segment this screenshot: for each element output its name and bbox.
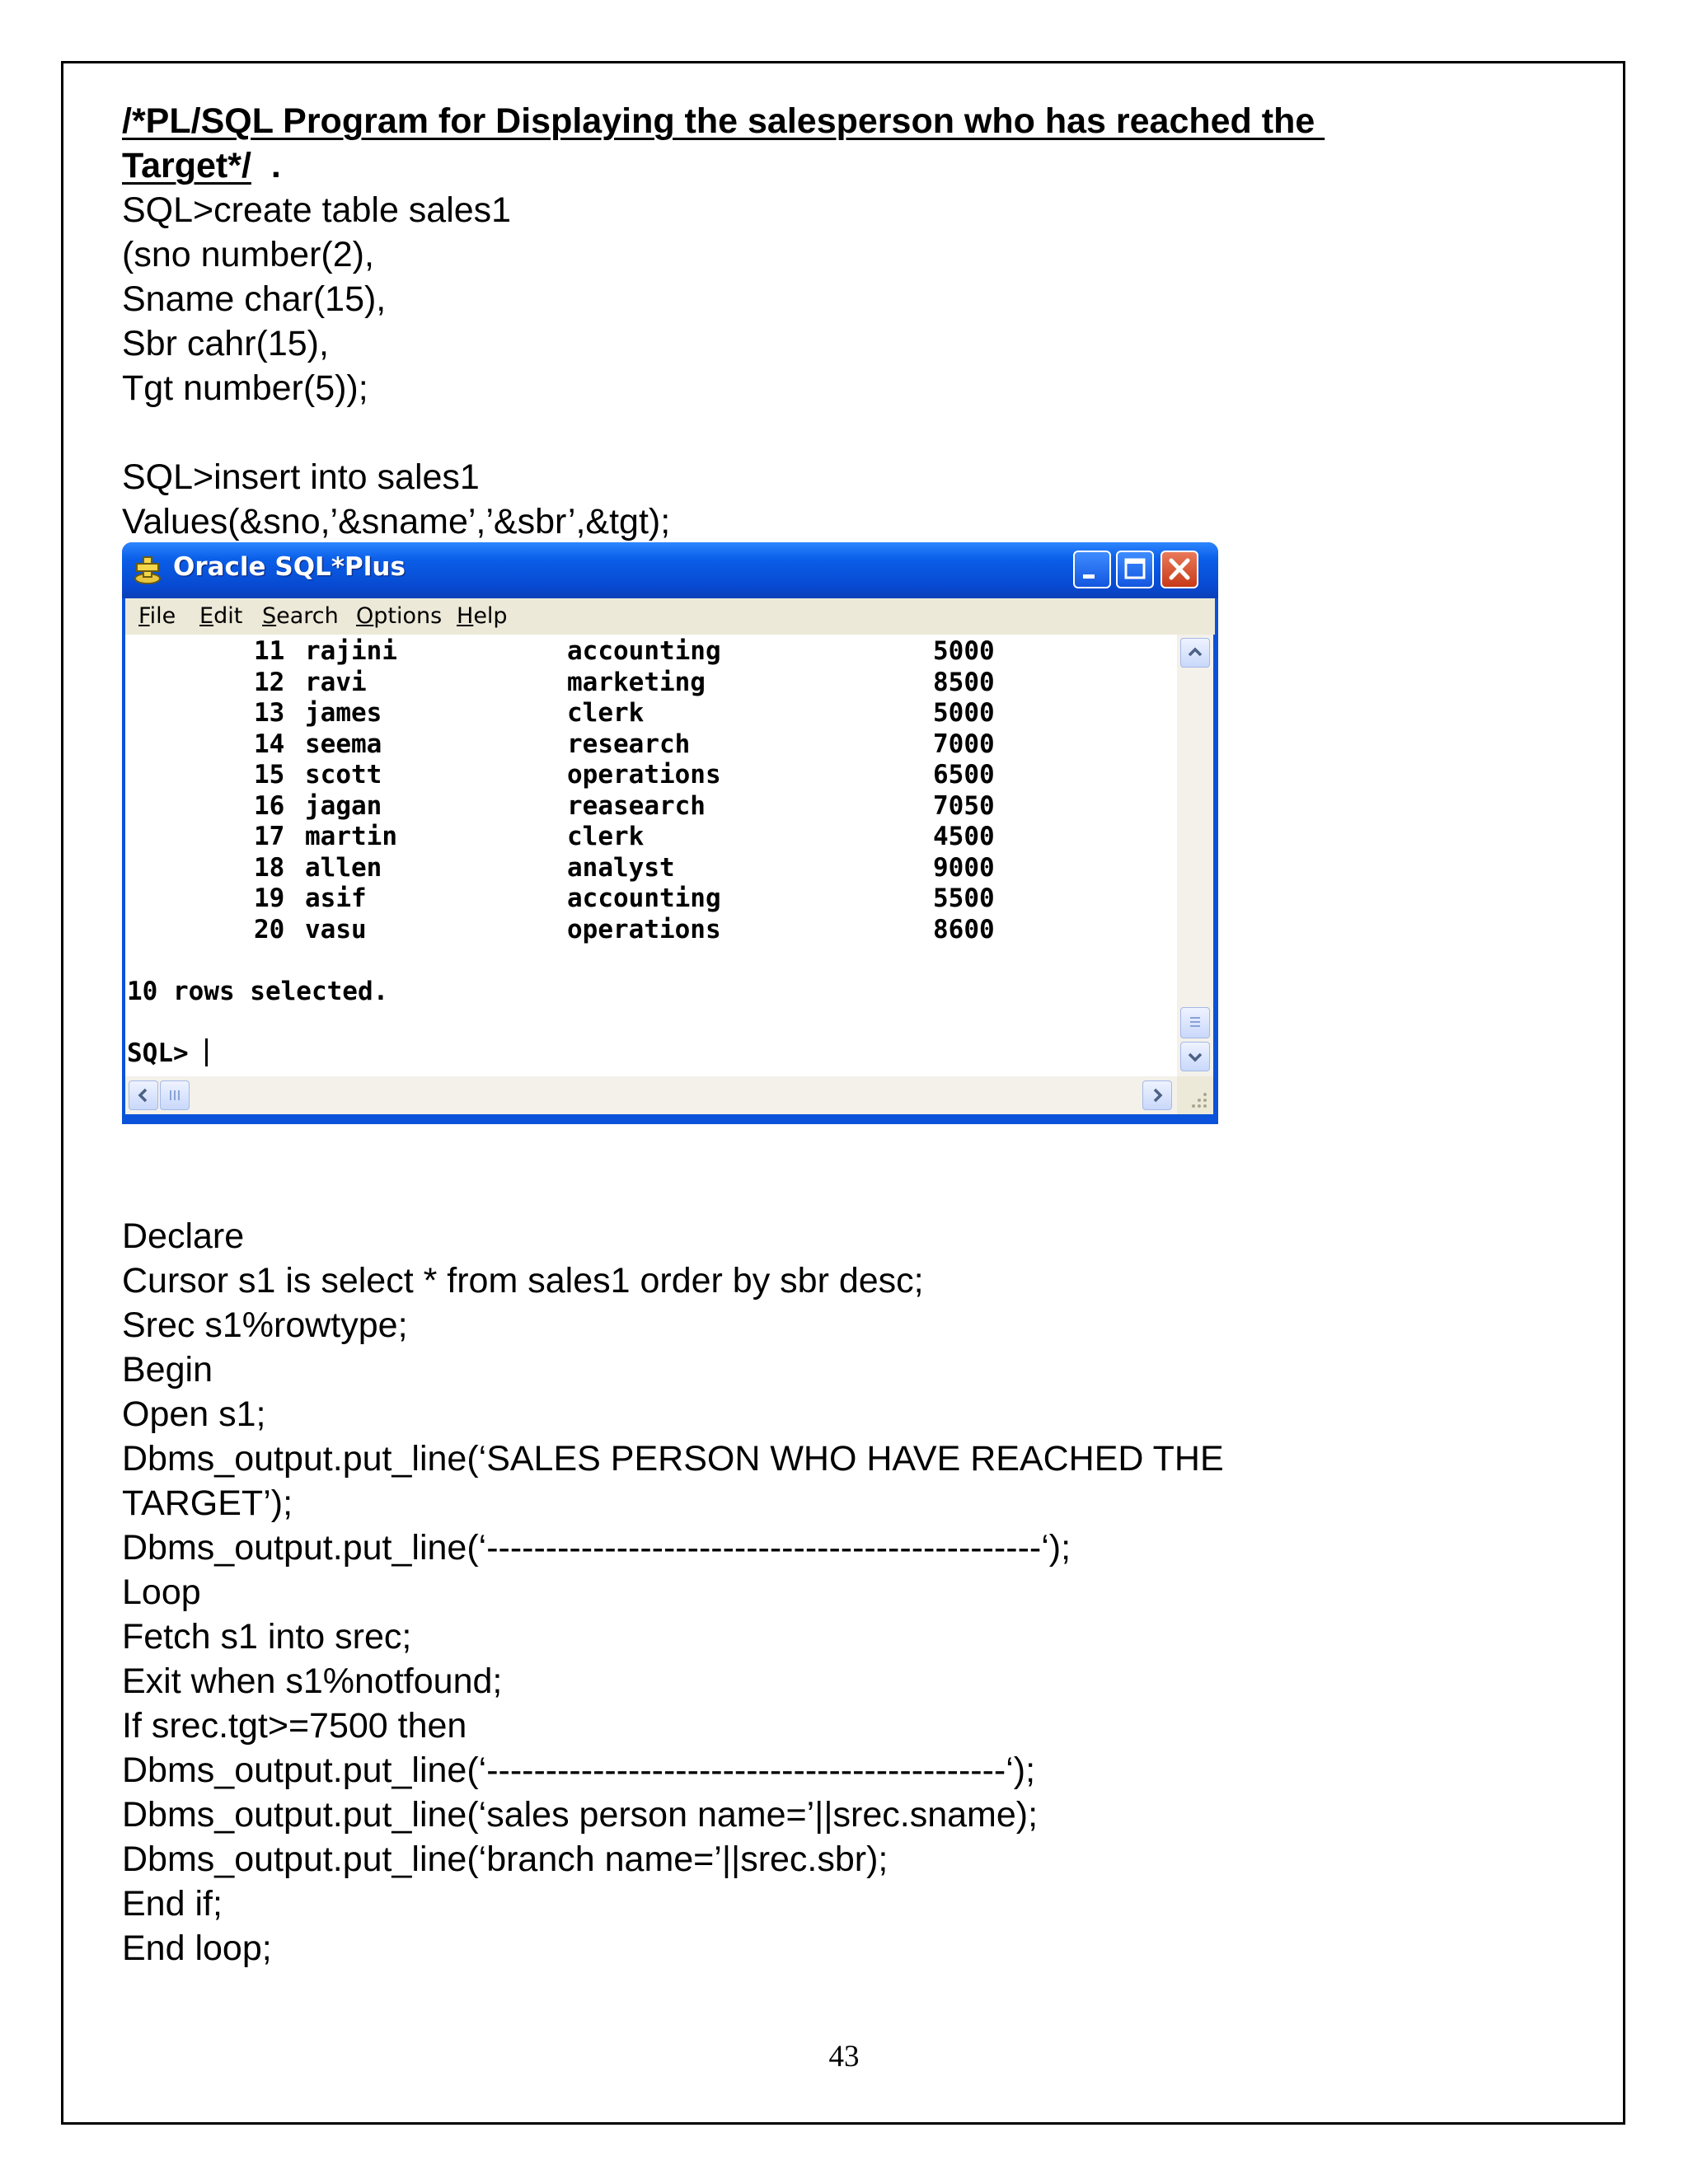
program-title-line-1: /*PL/SQL Program for Displaying the salesperson who has reached the — [122, 101, 1325, 141]
code-line: TARGET’); — [122, 1483, 293, 1523]
code-line: Sname char(15), — [122, 279, 387, 319]
grip-icon — [161, 1081, 189, 1109]
menu-bar — [125, 598, 1215, 635]
code-line: Exit when s1%notfound; — [122, 1661, 503, 1701]
title-dot: . — [270, 146, 281, 185]
sql-prompt: SQL> — [127, 1038, 204, 1068]
window-titlebar[interactable] — [122, 542, 1218, 598]
code-line: Dbms_output.put_line(‘-----------------------------------------------‘); — [122, 1528, 1071, 1568]
scroll-up-button[interactable] — [1180, 638, 1210, 668]
code-line: Srec s1%rowtype; — [122, 1305, 408, 1345]
resize-grip-icon — [1177, 1076, 1213, 1114]
scroll-right-button[interactable] — [1142, 1080, 1172, 1110]
minimize-button[interactable] — [1073, 551, 1111, 588]
code-line: Tgt number(5)); — [122, 368, 368, 408]
maximize-icon — [1118, 552, 1152, 587]
menu-help[interactable]: Help — [457, 603, 508, 629]
menu-search[interactable]: Search — [262, 603, 339, 629]
scroll-down-button[interactable] — [1180, 1042, 1210, 1071]
page-number: 43 — [828, 2040, 860, 2074]
code-line: Values(&sno,’&sname’,’&sbr’,&tgt); — [122, 502, 671, 541]
code-line: Dbms_output.put_line(‘sales person name=’||srec.sname); — [122, 1795, 1039, 1835]
code-line: Cursor s1 is select * from sales1 order by sbr desc; — [122, 1261, 924, 1301]
resize-grip[interactable] — [1177, 1076, 1213, 1114]
console-output[interactable]: 11 rajini accounting 5000 12 ravi marketing 8500 13 james clerk 5000 14 seema research 7000 15 scott operations 6500 16 jagan reasearch 7050 17 martin clerk 4500 18 allen analyst 9000 19 asif accounting 5500 20 vasu operations 8600 10 rows selected. SQL> — [125, 635, 1177, 1076]
vertical-scrollbar[interactable] — [1177, 635, 1213, 1076]
code-line: Dbms_output.put_line(‘--------------------------------------------‘); — [122, 1750, 1036, 1790]
code-line: Loop — [122, 1572, 201, 1612]
scroll-left-button[interactable] — [129, 1080, 158, 1110]
horizontal-scrollbar[interactable] — [125, 1076, 1177, 1114]
code-line: Declare — [122, 1216, 245, 1256]
sqlplus-window — [122, 542, 1218, 1124]
chevron-right-icon — [1143, 1081, 1171, 1109]
chevron-left-icon — [129, 1081, 157, 1109]
minimize-icon — [1075, 552, 1109, 587]
menu-edit[interactable]: Edit — [199, 603, 243, 629]
code-line: Sbr cahr(15), — [122, 324, 329, 363]
close-icon — [1162, 552, 1197, 587]
horizontal-scroll-thumb[interactable] — [160, 1080, 190, 1110]
code-line: End if; — [122, 1884, 223, 1924]
close-button[interactable] — [1160, 551, 1198, 588]
code-line: Begin — [122, 1350, 213, 1390]
rows-selected-message: 10 rows selected. — [127, 976, 389, 1006]
code-line: (sno number(2), — [122, 235, 374, 274]
code-line: SQL>insert into sales1 — [122, 457, 480, 497]
code-line: Dbms_output.put_line(‘branch name=’||srec.sbr); — [122, 1840, 889, 1879]
menu-file[interactable]: File — [138, 603, 176, 629]
scroll-thumb[interactable] — [1180, 1007, 1210, 1038]
text-cursor — [205, 1038, 208, 1066]
program-title-line-2 — [122, 143, 281, 188]
code-line: Open s1; — [122, 1394, 266, 1434]
sqlplus-app-icon — [132, 554, 163, 585]
sql-prompt-line[interactable] — [127, 1038, 208, 1070]
code-line: Fetch s1 into srec; — [122, 1617, 412, 1657]
code-line: Dbms_output.put_line(‘SALES PERSON WHO HAVE REACHED THE — [122, 1439, 1224, 1479]
window-title: Oracle SQL*Plus — [173, 552, 406, 582]
program-title-end: Target*/ — [122, 146, 251, 185]
menu-options[interactable]: Options — [356, 603, 443, 629]
chevron-down-icon — [1181, 1043, 1209, 1071]
maximize-button[interactable] — [1116, 551, 1154, 588]
grip-icon — [1181, 1008, 1209, 1038]
code-line: End loop; — [122, 1929, 272, 1968]
code-line: SQL>create table sales1 — [122, 190, 512, 230]
code-line: If srec.tgt>=7500 then — [122, 1706, 467, 1746]
chevron-up-icon — [1181, 639, 1209, 667]
